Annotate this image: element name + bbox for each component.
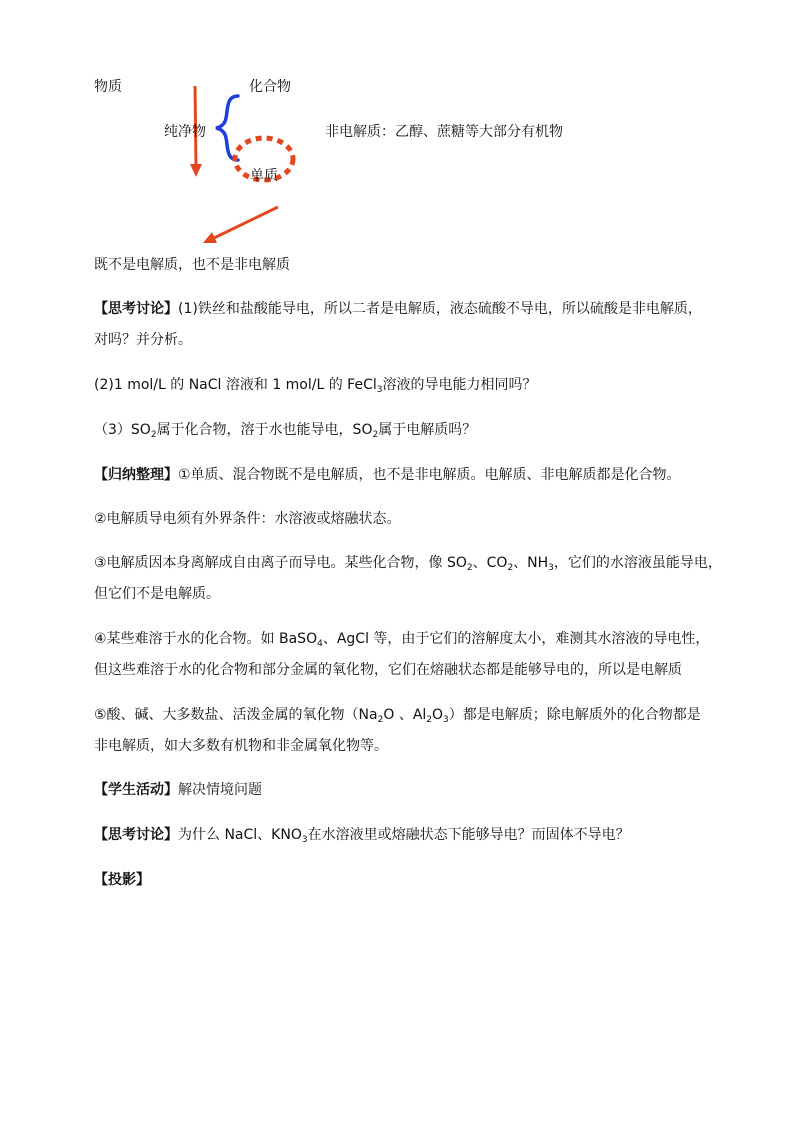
subscript: 2 [372, 430, 379, 440]
point-4-text: 、AgCl 等，由于它们的溶解度太小，难测其水溶液的导电性， [322, 631, 710, 647]
subscript: 2 [426, 715, 433, 725]
question-3-text: 属于电解质吗？ [378, 422, 477, 438]
discussion-1-line1: (1)铁丝和盐酸能导电，所以二者是电解质，液态硫酸不导电，所以硫酸是非电解质， [178, 301, 702, 317]
activity-label: 【学生活动】 [94, 782, 178, 798]
neither-label: 既不是电解质，也不是非电解质 [94, 257, 290, 273]
subscript: 2 [150, 430, 157, 440]
subscript: 2 [507, 563, 514, 573]
subscript: 4 [317, 639, 323, 649]
point-2: ②电解质导电须有外界条件：水溶液或熔融状态。 [94, 511, 401, 527]
down-arrow-head [190, 164, 202, 177]
discussion-1-line2: 对吗？并分析。 [94, 332, 192, 348]
question-3 [94, 415, 714, 446]
point-3-text: ，它们的水溶液虽能导电， [553, 555, 722, 571]
discussion-1-label: 【思考讨论】 [94, 301, 178, 317]
subscript: 3 [548, 563, 554, 573]
point-5-text: O [432, 707, 444, 723]
question-2 [94, 370, 714, 401]
discussion-2 [94, 820, 714, 851]
question-2-text: (2)1 mol/L 的 NaCl 溶液和 1 mol/L 的 FeCl [94, 377, 377, 393]
point-3-line2: 但它们不是电解质。 [94, 586, 220, 602]
discussion-2-text: 在水溶液里或熔融状态下能够导电？而固体不导电？ [307, 827, 630, 843]
element-label: 单质 [250, 168, 278, 184]
substance-label: 物质 [94, 79, 122, 95]
subscript: 3 [376, 385, 383, 395]
point-4-text: ④某些难溶于水的化合物。如 BaSO [94, 631, 318, 647]
projection-label: 【投影】 [94, 872, 150, 888]
diagonal-arrow-shaft [214, 207, 278, 238]
subscript: 3 [301, 835, 308, 845]
point-5-text: ⑤酸、碱、大多数盐、活泼金属的氧化物（Na [94, 707, 378, 723]
point-3-text: 、CO [472, 555, 508, 571]
summary-text: ①单质、混合物既不是电解质，也不是非电解质。电解质、非电解质都是化合物。 [178, 467, 681, 483]
question-2-text: 溶液的导电能力相同吗？ [382, 377, 537, 393]
point-5 [94, 700, 714, 762]
point-3 [94, 548, 722, 610]
question-3-text: 属于化合物，溶于水也能导电，SO [156, 422, 373, 438]
point-3-text: 、NH [513, 555, 549, 571]
subscript: 3 [443, 715, 449, 725]
question-3-text: （3）SO [94, 422, 151, 438]
point-3-text: ③电解质因本身离解成自由离子而导电。某些化合物，像 SO [94, 555, 467, 571]
pure-substance-label: 纯净物 [164, 124, 206, 140]
activity-text: 解决情境问题 [178, 782, 262, 798]
subscript: 2 [466, 563, 473, 573]
point-4-line2: 但这些难溶于水的化合物和部分金属的氧化物，它们在熔融状态都是能够导电的，所以是电解质 [94, 662, 682, 678]
subscript: 2 [377, 715, 384, 725]
point-5-line2: 非电解质，如大多数有机物和非金属氧化物等。 [94, 738, 388, 754]
nonelectrolyte-label: 非电解质：乙醇、蔗糖等大部分有机物 [325, 124, 563, 140]
discussion-2-label: 【思考讨论】 [94, 827, 178, 843]
summary [94, 460, 714, 491]
summary-label: 【归纳整理】 [94, 467, 178, 483]
point-5-text: ）都是电解质；除电解质外的化合物都是 [448, 707, 701, 723]
student-activity [94, 775, 714, 806]
brace-icon [216, 96, 238, 160]
discussion-1 [94, 294, 714, 356]
point-4 [94, 624, 714, 686]
discussion-2-text: 为什么 NaCl、KNO [178, 827, 302, 843]
compound-label: 化合物 [249, 79, 291, 95]
point-5-text: O 、Al [383, 707, 427, 723]
